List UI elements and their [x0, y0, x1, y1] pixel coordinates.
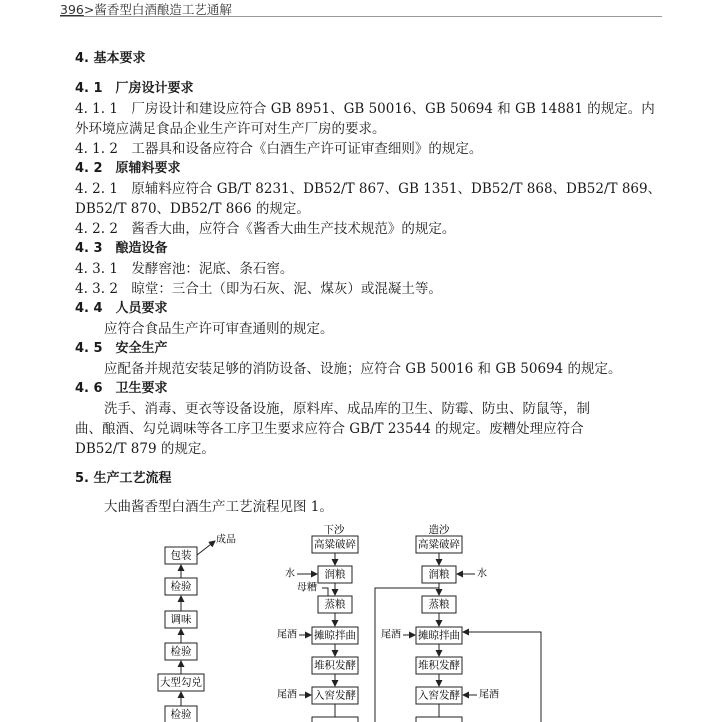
right-crush-label: 高粱破碎 [418, 538, 460, 551]
section-4-6-title: 4. 6 卫生要求 [75, 381, 168, 396]
right-moisten-label: 润粮 [428, 568, 450, 581]
right-pile-ferment-label: 堆积发酵 [418, 659, 460, 672]
step-inspect-2-label: 检验 [170, 645, 192, 658]
para-4-1-2: 4. 1. 2 工器具和设备应符合《白酒生产许可证审查细则》的规定。 [75, 141, 483, 157]
mid-pile-ferment-label: 堆积发酵 [314, 659, 356, 672]
para-4-2-1-line1: 4. 2. 1 原辅料应符合 GB/T 8231、DB52/T 867、GB 1351、DB52/T 868、DB52/T 869、 [75, 181, 662, 197]
para-4-3-1: 4. 3. 1 发酵窖池：泥底、条石窖。 [75, 261, 294, 277]
mid-mother-grain-label: 母糟 [297, 582, 317, 594]
step-inspect-1-label: 检验 [170, 580, 192, 593]
mid-tail-liquor-1-label: 尾酒 [277, 629, 297, 641]
mid-moisten-label: 润粮 [324, 568, 346, 581]
product-label: 成品 [216, 534, 236, 546]
right-heading: 造沙 [428, 524, 450, 536]
book-title: 酱香型白酒酿造工艺通解 [94, 2, 232, 17]
section-4-5-title: 4. 5 安全生产 [75, 341, 168, 356]
mid-cool-mix-label: 摊晾拌曲 [314, 629, 356, 642]
header-separator: > [83, 2, 95, 17]
para-4-6-line2: 曲、酿酒、勾兑调味等各工序卫生要求应符合 GB/T 23544 的规定。废糟处理应符合 [75, 421, 584, 437]
right-steam-label: 蒸粮 [428, 598, 450, 611]
section-4-3-title: 4. 3 酿造设备 [75, 241, 168, 256]
right-feedback-loop [463, 632, 541, 722]
mid-water-label: 水 [285, 568, 295, 580]
step-flavor-label: 调味 [170, 613, 192, 626]
para-4-6-line3: DB52/T 879 的规定。 [75, 441, 215, 457]
right-next-box-partial [416, 717, 462, 722]
step-inspect-3-label: 检验 [170, 708, 192, 721]
left-column [158, 533, 236, 722]
step-blending-label: 大型勾兑 [160, 676, 202, 689]
right-tail-liquor-1-label: 尾酒 [381, 629, 401, 641]
mid-next-box-partial [312, 717, 358, 722]
right-water-label: 水 [477, 568, 487, 580]
para-4-5: 应配备并规范安装足够的消防设备、设施；应符合 GB 50016 和 GB 50694 的规定。 [104, 361, 622, 377]
page-number: 396 [60, 2, 84, 17]
step-packaging-label: 包装 [170, 549, 192, 562]
para-4-2-2: 4. 2. 2 酱香大曲，应符合《酱香大曲生产技术规范》的规定。 [75, 221, 456, 237]
para-4-1-1-line1: 4. 1. 1 厂房设计和建设应符合 GB 8951、GB 50016、GB 50694 和 GB 14881 的规定。内 [75, 101, 655, 117]
mid-cellar-ferment-label: 入窖发酵 [314, 689, 356, 702]
middle-heading: 下沙 [323, 524, 345, 536]
section-4-4-title: 4. 4 人员要求 [75, 301, 168, 316]
section-4-2-title: 4. 2 原辅料要求 [75, 161, 181, 176]
para-4-2-1-line2: DB52/T 870、DB52/T 866 的规定。 [75, 201, 310, 217]
middle-column [277, 523, 358, 722]
right-column [381, 523, 541, 722]
mid-steam-label: 蒸粮 [324, 598, 346, 611]
right-cellar-ferment-label: 入窖发酵 [418, 689, 460, 702]
mid-crush-label: 高粱破碎 [314, 538, 356, 551]
para-4-6-line1: 洗手、消毒、更衣等设备设施，原料库、成品库的卫生、防霉、防虫、防鼠等，制 [104, 401, 590, 417]
para-4-1-1-line2: 外环境应满足食品企业生产许可对生产厂房的要求。 [75, 121, 386, 137]
mid-tail-liquor-2-label: 尾酒 [277, 689, 297, 701]
para-4-3-2: 4. 3. 2 晾堂：三合土（即为石灰、泥、煤灰）或混凝土等。 [75, 281, 442, 297]
right-cool-mix-label: 摊晾拌曲 [418, 629, 460, 642]
section-4-1-title: 4. 1 厂房设计要求 [75, 81, 194, 96]
section-5-title: 5. 生产工艺流程 [75, 471, 172, 486]
section-5-intro: 大曲酱香型白酒生产工艺流程见图 1。 [104, 499, 333, 515]
right-tail-liquor-2-label: 尾酒 [479, 689, 499, 701]
para-4-4: 应符合食品生产许可审查通则的规定。 [104, 321, 334, 337]
section-4-title: 4. 基本要求 [75, 51, 146, 66]
arrow-to-product [197, 541, 215, 555]
